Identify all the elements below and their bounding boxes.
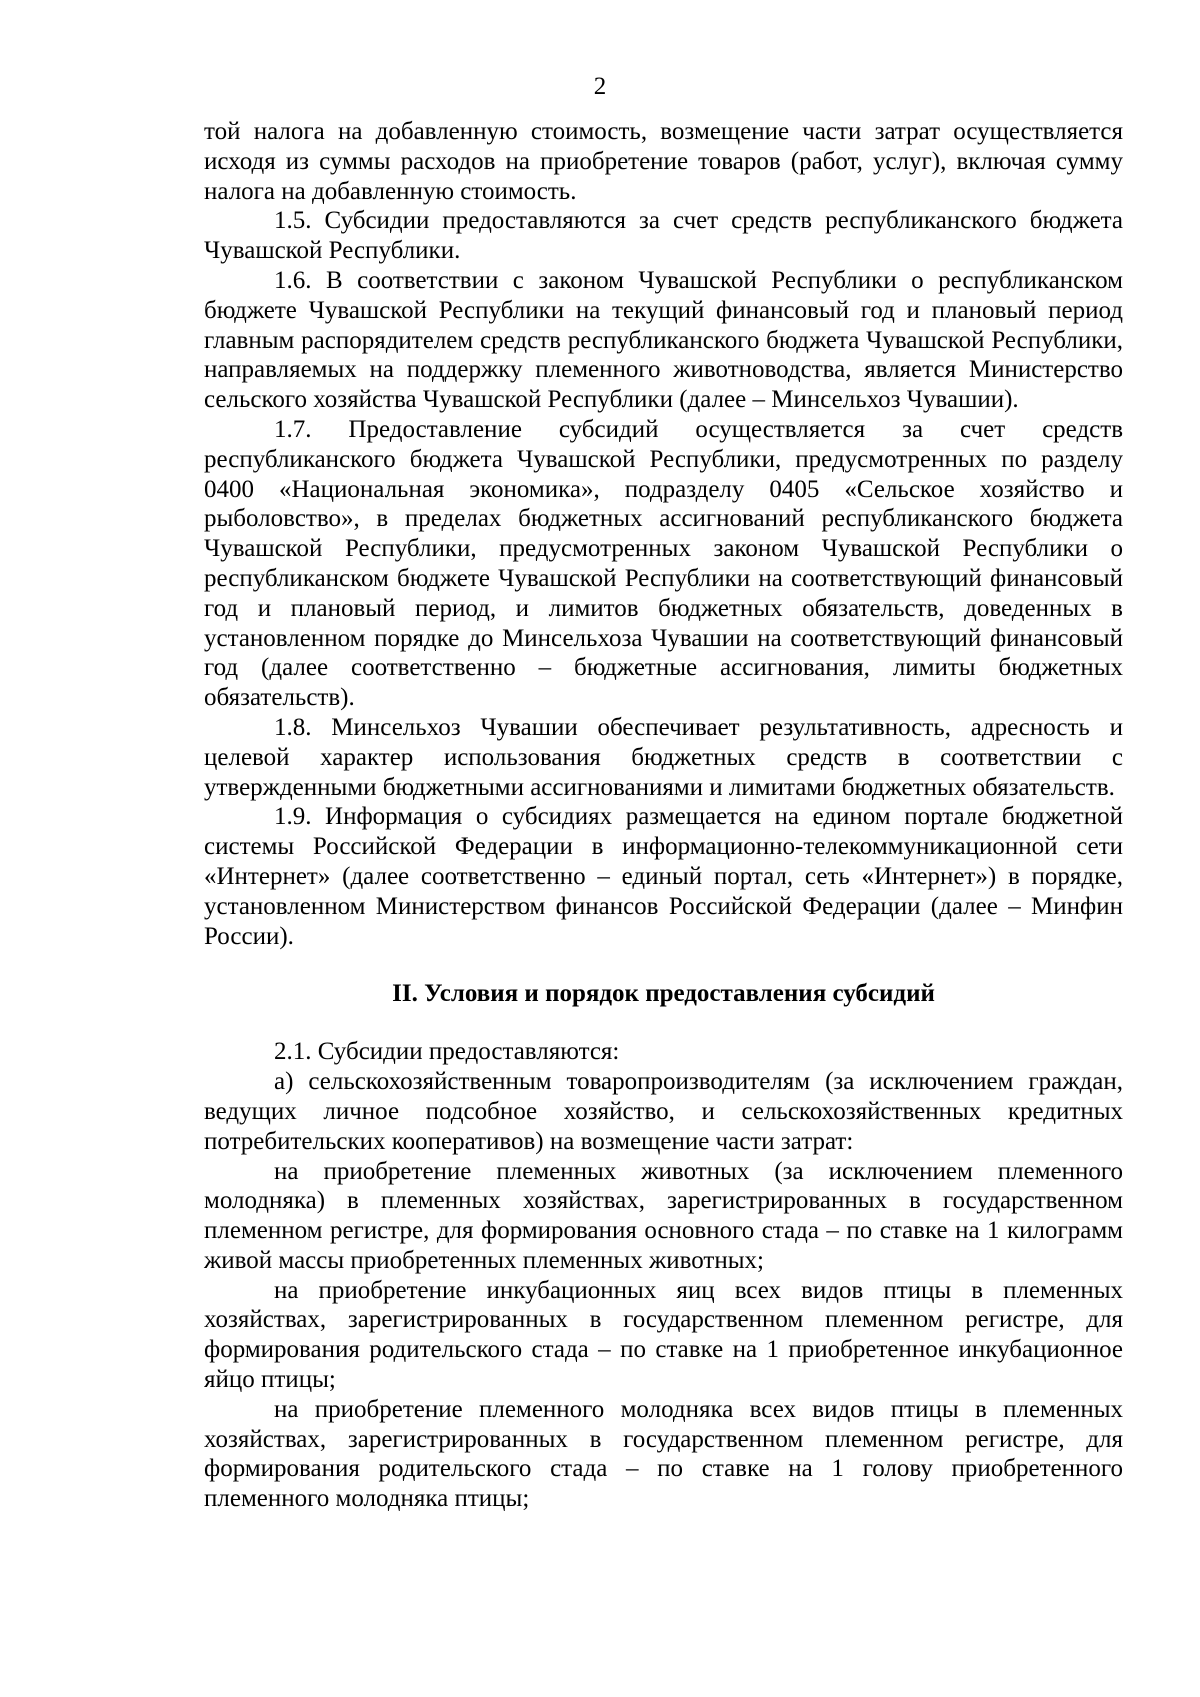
paragraph-1-9: 1.9. Информация о субсидиях размещается на едином портале бюджетной системы Российской Федерации в информационно-телекоммуникационной сети «Интернет» (далее соответственно – единый портал, сеть «Интернет») в порядке, установленном Министерством финансов Российской Федерации (далее – Минфин России). <box>204 803 1123 950</box>
page-number: 2 <box>593 73 607 100</box>
paragraph-2-1: 2.1. Субсидии предоставляются: <box>274 1038 620 1066</box>
paragraph-hatching-eggs: на приобретение инкубационных яиц всех видов птицы в племенных хозяйствах, зарегистрированных в государственном племенном регистре, для формирования родительского стада – по ставке на 1 приобретенное инкубационное яйцо птицы; <box>204 1276 1123 1394</box>
paragraph-poultry-young: на приобретение племенного молодняка всех видов птицы в племенных хозяйствах, зарегистрированных в государственном племенном регистре, для формирования родительского стада – по ставке на 1 голову приобретенного племенного молодняка птицы; <box>204 1395 1123 1513</box>
paragraph-1-6: 1.6. В соответствии с законом Чувашской Республики о республиканском бюджете Чувашской Республики на текущий финансовый год и плановый период главным распорядителем средств республиканского бюджета Чувашской Республики, направляемых на поддержку племенного животноводства, является Министерство сельского хозяйства Чувашской Республики (далее – Минсельхоз Чувашии). <box>204 266 1123 414</box>
paragraph-2-1-a: а) сельскохозяйственным товаропроизводителям (за исключением граждан, ведущих личное подсобное хозяйство, и сельскохозяйственных кредитных потребительских кооперативов) на возмещение части затрат: <box>204 1068 1123 1155</box>
paragraph-breeding-animals: на приобретение племенных животных (за исключением племенного молодняка) в племенных хозяйствах, зарегистрированных в государственном племенном регистре, для формирования основного стада – по ставке на 1 килограмм живой массы приобретенных племенных животных; <box>204 1157 1123 1274</box>
document-body <box>204 117 1123 1514</box>
paragraph-1-7: 1.7. Предоставление субсидий осуществляется за счет средств республиканского бюджета Чувашской Республики, предусмотренных по разделу 0400 «Национальная экономика», подразделу 0405 «Сельское хозяйство и рыболовство», в пределах бюджетных ассигнований республиканского бюджета Чувашской Республики, предусмотренных законом Чувашской Республики о республиканском бюджете Чувашской Республики на соответствующий финансовый год и плановый период, и лимитов бюджетных обязательств, доведенных в установленном порядке до Минсельхоза Чувашии на соответствующий финансовый год (далее соответственно – бюджетные ассигнования, лимиты бюджетных обязательств). <box>204 415 1123 712</box>
paragraph-continuation: той налога на добавленную стоимость, возмещение части затрат осуществляется исходя из суммы расходов на приобретение товаров (работ, услуг), включая сумму налога на добавленную стоимость. <box>204 118 1123 205</box>
paragraph-1-8: 1.8. Минсельхоз Чувашии обеспечивает результативность, адресность и целевой характер использования бюджетных средств в соответствии с утвержденными бюджетными ассигнованиями и лимитами бюджетных обязательств. <box>204 713 1123 801</box>
paragraph-1-5: 1.5. Субсидии предоставляются за счет средств республиканского бюджета Чувашской Республики. <box>204 207 1123 265</box>
section-heading: II. Условия и порядок предоставления субсидий <box>392 980 935 1008</box>
